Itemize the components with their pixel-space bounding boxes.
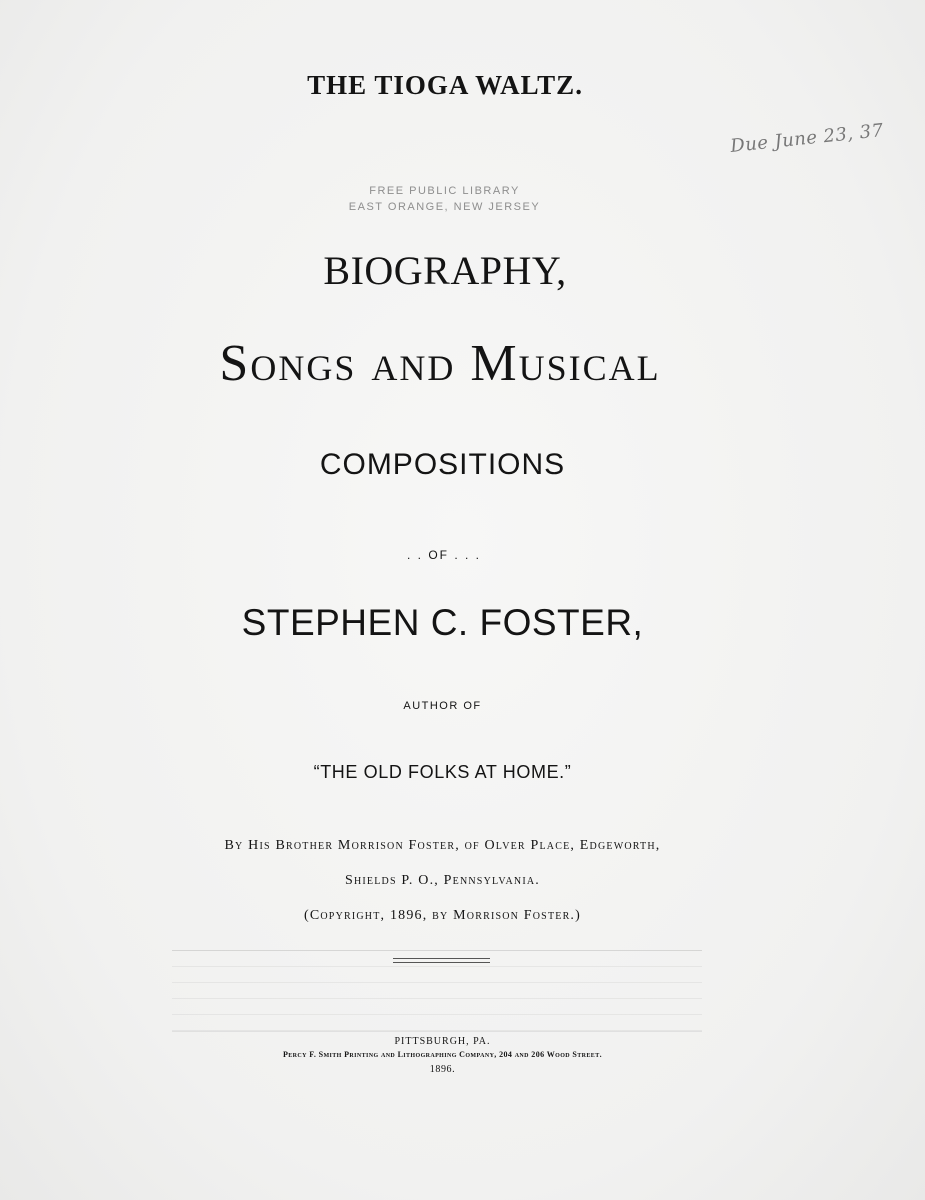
library-stamp-line1: FREE PUBLIC LIBRARY <box>369 185 520 197</box>
page-header-title: THE TIOGA WALTZ. <box>307 70 583 100</box>
title-of: . . OF . . . <box>406 548 481 562</box>
author-of-label: AUTHOR OF <box>403 700 482 712</box>
copyright-line: (Copyright, 1896, by Morrison Foster.) <box>303 908 581 923</box>
library-stamp-line2: EAST ORANGE, NEW JERSEY <box>348 201 541 213</box>
title-biography: BIOGRAPHY, <box>323 248 567 293</box>
imprint-printer: Percy F. Smith Printing and Lithographing Company, 204 and 206 Wood Street. <box>282 1050 603 1059</box>
divider-rule <box>393 958 490 963</box>
imprint-year: 1896. <box>429 1064 456 1075</box>
title-songs-and-musical: Songs and Musical <box>219 335 661 392</box>
imprint-city: PITTSBURGH, PA. <box>394 1036 491 1047</box>
byline-line2: Shields P. O., Pennsylvania. <box>344 873 541 888</box>
library-stamp <box>0 183 907 215</box>
song-title: “THE OLD FOLKS AT HOME.” <box>313 762 572 782</box>
handwritten-due-date: Due June 23, 37 <box>729 120 885 157</box>
title-compositions: COMPOSITIONS <box>319 448 566 481</box>
author-name: STEPHEN C. FOSTER, <box>241 602 644 643</box>
byline-line1: By His Brother Morrison Foster, of Olver Place, Edgeworth, <box>224 838 661 853</box>
